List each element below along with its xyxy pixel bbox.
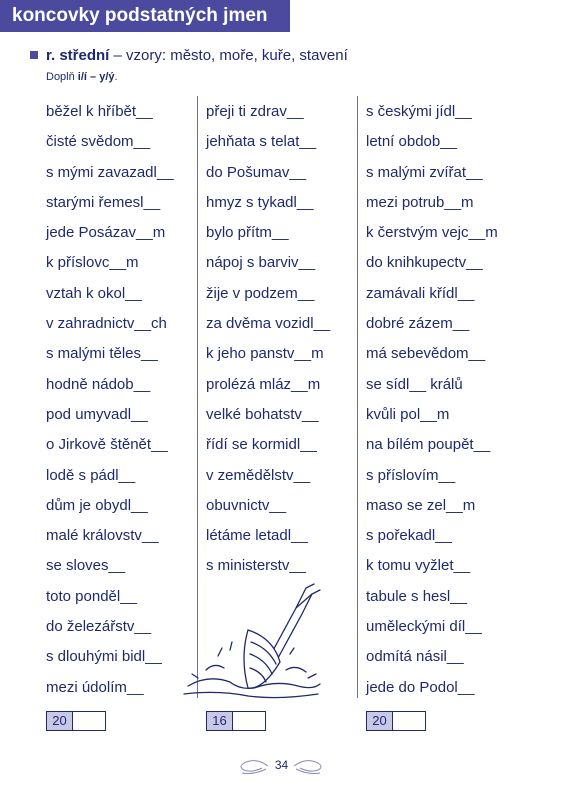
exercise-item: se sídl__ králů [366, 375, 463, 393]
exercise-item: k čerstvým vejc__m [366, 224, 498, 242]
exercise-column-3 [366, 97, 531, 703]
exercise-item: přeji ti zdrav__ [206, 103, 304, 120]
exercise-item: za dvěma vozidl__ [206, 315, 331, 333]
exercise-item: lodě s pádl__ [46, 466, 136, 484]
exercise-item: tabule s hesl__ [366, 587, 467, 605]
bullet-icon [30, 51, 38, 59]
exercise-item: s mými zavazadl__ [46, 163, 174, 181]
exercise-item: malé královstv__ [46, 527, 159, 545]
exercise-item: maso se zel__m [366, 496, 476, 514]
exercise-item: k příslovc__m [46, 254, 139, 272]
exercise-item: jede do Podol__ [366, 678, 475, 696]
score-max: 20 [47, 712, 73, 730]
exercise-item: do Pošumav__ [206, 163, 307, 181]
exercise-item: mezi potrub__m [366, 193, 474, 211]
score-box-1 [46, 711, 106, 731]
exercise-item: mezi údolím__ [46, 678, 144, 696]
score-max: 16 [207, 712, 233, 730]
flourish-right-icon [292, 755, 326, 777]
heading-rest: – vzory: město, moře, kuře, stavení [109, 47, 348, 64]
exercise-item: obuvnictv__ [206, 496, 287, 514]
exercise-item: bylo přítm__ [206, 224, 289, 242]
exercise-item: čisté svědom__ [46, 133, 151, 151]
exercise-item: hmyz s tykadl__ [206, 193, 314, 211]
exercise-item: letní obdob__ [366, 133, 457, 151]
exercise-item: běžel k hříbět__ [46, 103, 153, 120]
exercise-item: s pořekadl__ [366, 527, 452, 545]
score-max: 20 [367, 712, 393, 730]
exercise-item: starými řemesl__ [46, 193, 161, 211]
exercise-item: s dlouhými bidl__ [46, 648, 162, 666]
score-input[interactable] [393, 712, 425, 730]
exercise-item: má sebevědom__ [366, 345, 486, 363]
score-input[interactable] [233, 712, 265, 730]
page-title: koncovky podstatných jmen [0, 0, 290, 32]
exercise-item: pod umyvadl__ [46, 405, 148, 423]
exercise-item: v zemědělstv__ [206, 466, 311, 484]
score-box-2 [206, 711, 266, 731]
exercise-item: létáme letadl__ [206, 527, 308, 545]
exercise-item: do železářstv__ [46, 618, 152, 636]
exercise-item: hodně nádob__ [46, 375, 151, 393]
exercise-item: odmítá násil__ [366, 648, 464, 666]
diver-illustration [178, 578, 323, 700]
exercise-item: nápoj s barviv__ [206, 254, 316, 272]
exercise-item: jehňata s telat__ [206, 133, 317, 151]
exercise-item: na bílém poupět__ [366, 436, 491, 454]
exercise-item: k jeho panstv__m [206, 345, 324, 363]
section-heading [30, 47, 348, 64]
instruction-suffix: . [114, 71, 118, 83]
exercise-item: dům je obydl__ [46, 496, 148, 514]
exercise-item: do knihkupectv__ [366, 254, 483, 272]
exercise-item: toto ponděl__ [46, 587, 137, 605]
exercise-item: zamávali křídl__ [366, 284, 475, 302]
exercise-item: s českými jídl__ [366, 103, 472, 120]
instruction [46, 71, 118, 83]
exercise-item: žije v podzem__ [206, 284, 315, 302]
exercise-item: jede Posázav__m [46, 224, 166, 242]
exercise-item: o Jirkově štěnět__ [46, 436, 168, 454]
page-number-text: 34 [274, 758, 289, 772]
exercise-item: kvůli pol__m [366, 405, 450, 423]
exercise-item: velké bohatstv__ [206, 405, 319, 423]
exercise-item: s ministerstv__ [206, 557, 307, 575]
exercise-item: s malými zvířat__ [366, 163, 483, 181]
exercise-column-2 [206, 97, 361, 582]
exercise-item: dobré zázem__ [366, 315, 470, 333]
exercise-item: s příslovím__ [366, 466, 456, 484]
exercise-item: se sloves__ [46, 557, 126, 575]
exercise-item: s malými těles__ [46, 345, 158, 363]
exercise-item: v zahradnictv__ch [46, 315, 167, 333]
instruction-bold: i/í – y/ý [77, 71, 115, 83]
exercise-item: k tomu vyžlet__ [366, 557, 471, 575]
score-input[interactable] [73, 712, 105, 730]
heading-label: r. střední [46, 47, 110, 64]
exercise-item: řídí se kormidl__ [206, 436, 317, 454]
page-number [0, 758, 563, 772]
instruction-prefix: Doplň [46, 71, 78, 83]
exercise-item: uměleckými díl__ [366, 618, 482, 636]
exercise-item: vztah k okol__ [46, 284, 142, 302]
score-box-3 [366, 711, 426, 731]
exercise-item: prolézá mláz__m [206, 375, 321, 393]
